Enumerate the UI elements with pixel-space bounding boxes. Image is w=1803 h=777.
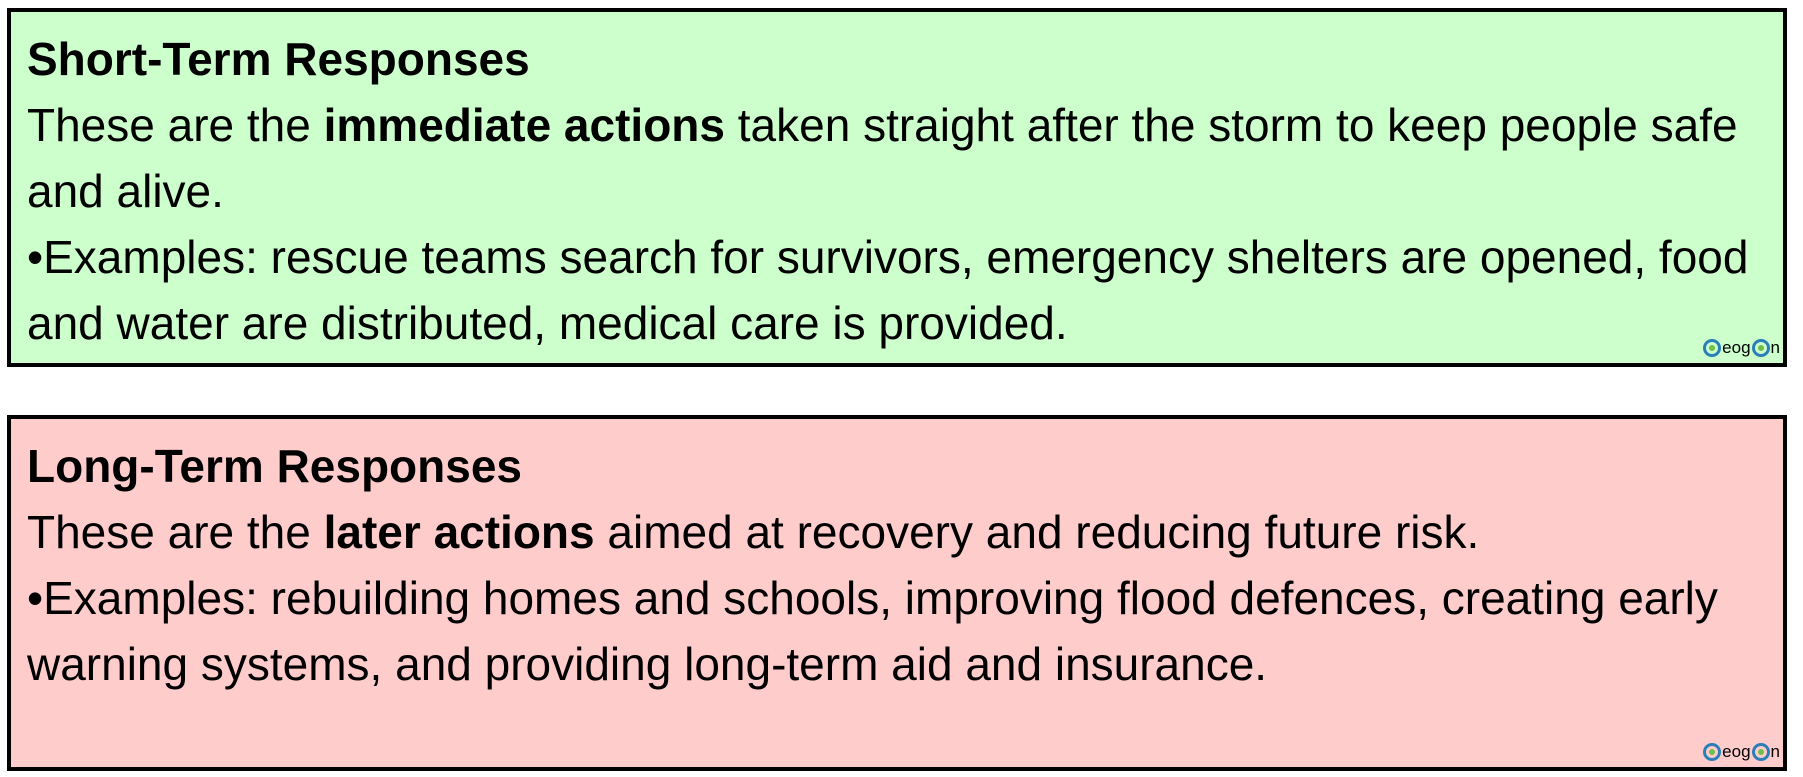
logo-ring-icon [1703,743,1721,761]
short-term-intro [27,92,1767,224]
logo-ring-icon [1752,339,1770,357]
logo-ring-icon [1752,743,1770,761]
long-term-intro-start: These are the [27,506,324,558]
short-term-responses-box [7,8,1787,367]
geogon-logo [1703,739,1781,765]
long-term-intro [27,499,1767,565]
geogon-logo [1703,335,1781,361]
short-term-intro-bold: immediate actions [323,99,725,151]
logo-text-mid: eog [1722,338,1751,357]
logo-text-end: n [1770,338,1780,357]
short-term-title: Short-Term Responses [27,33,530,85]
long-term-intro-bold: later actions [323,506,595,558]
logo-ring-icon [1703,339,1721,357]
short-term-examples: •Examples: rescue teams search for survivors, emergency shelters are opened, food and water are distributed, medical care is provided. [27,231,1749,349]
short-term-intro-start: These are the [27,99,324,151]
long-term-intro-end: aimed at recovery and reducing future risk. [594,506,1480,558]
short-term-intro-end: taken straight after the storm to keep people safe and alive. [27,99,1738,217]
logo-text-end: n [1770,742,1780,761]
long-term-examples: •Examples: rebuilding homes and schools, improving flood defences, creating early warning systems, and providing long-term aid and insurance. [27,572,1718,690]
logo-text-mid: eog [1722,742,1751,761]
long-term-responses-box [7,415,1787,771]
long-term-title: Long-Term Responses [27,440,522,492]
